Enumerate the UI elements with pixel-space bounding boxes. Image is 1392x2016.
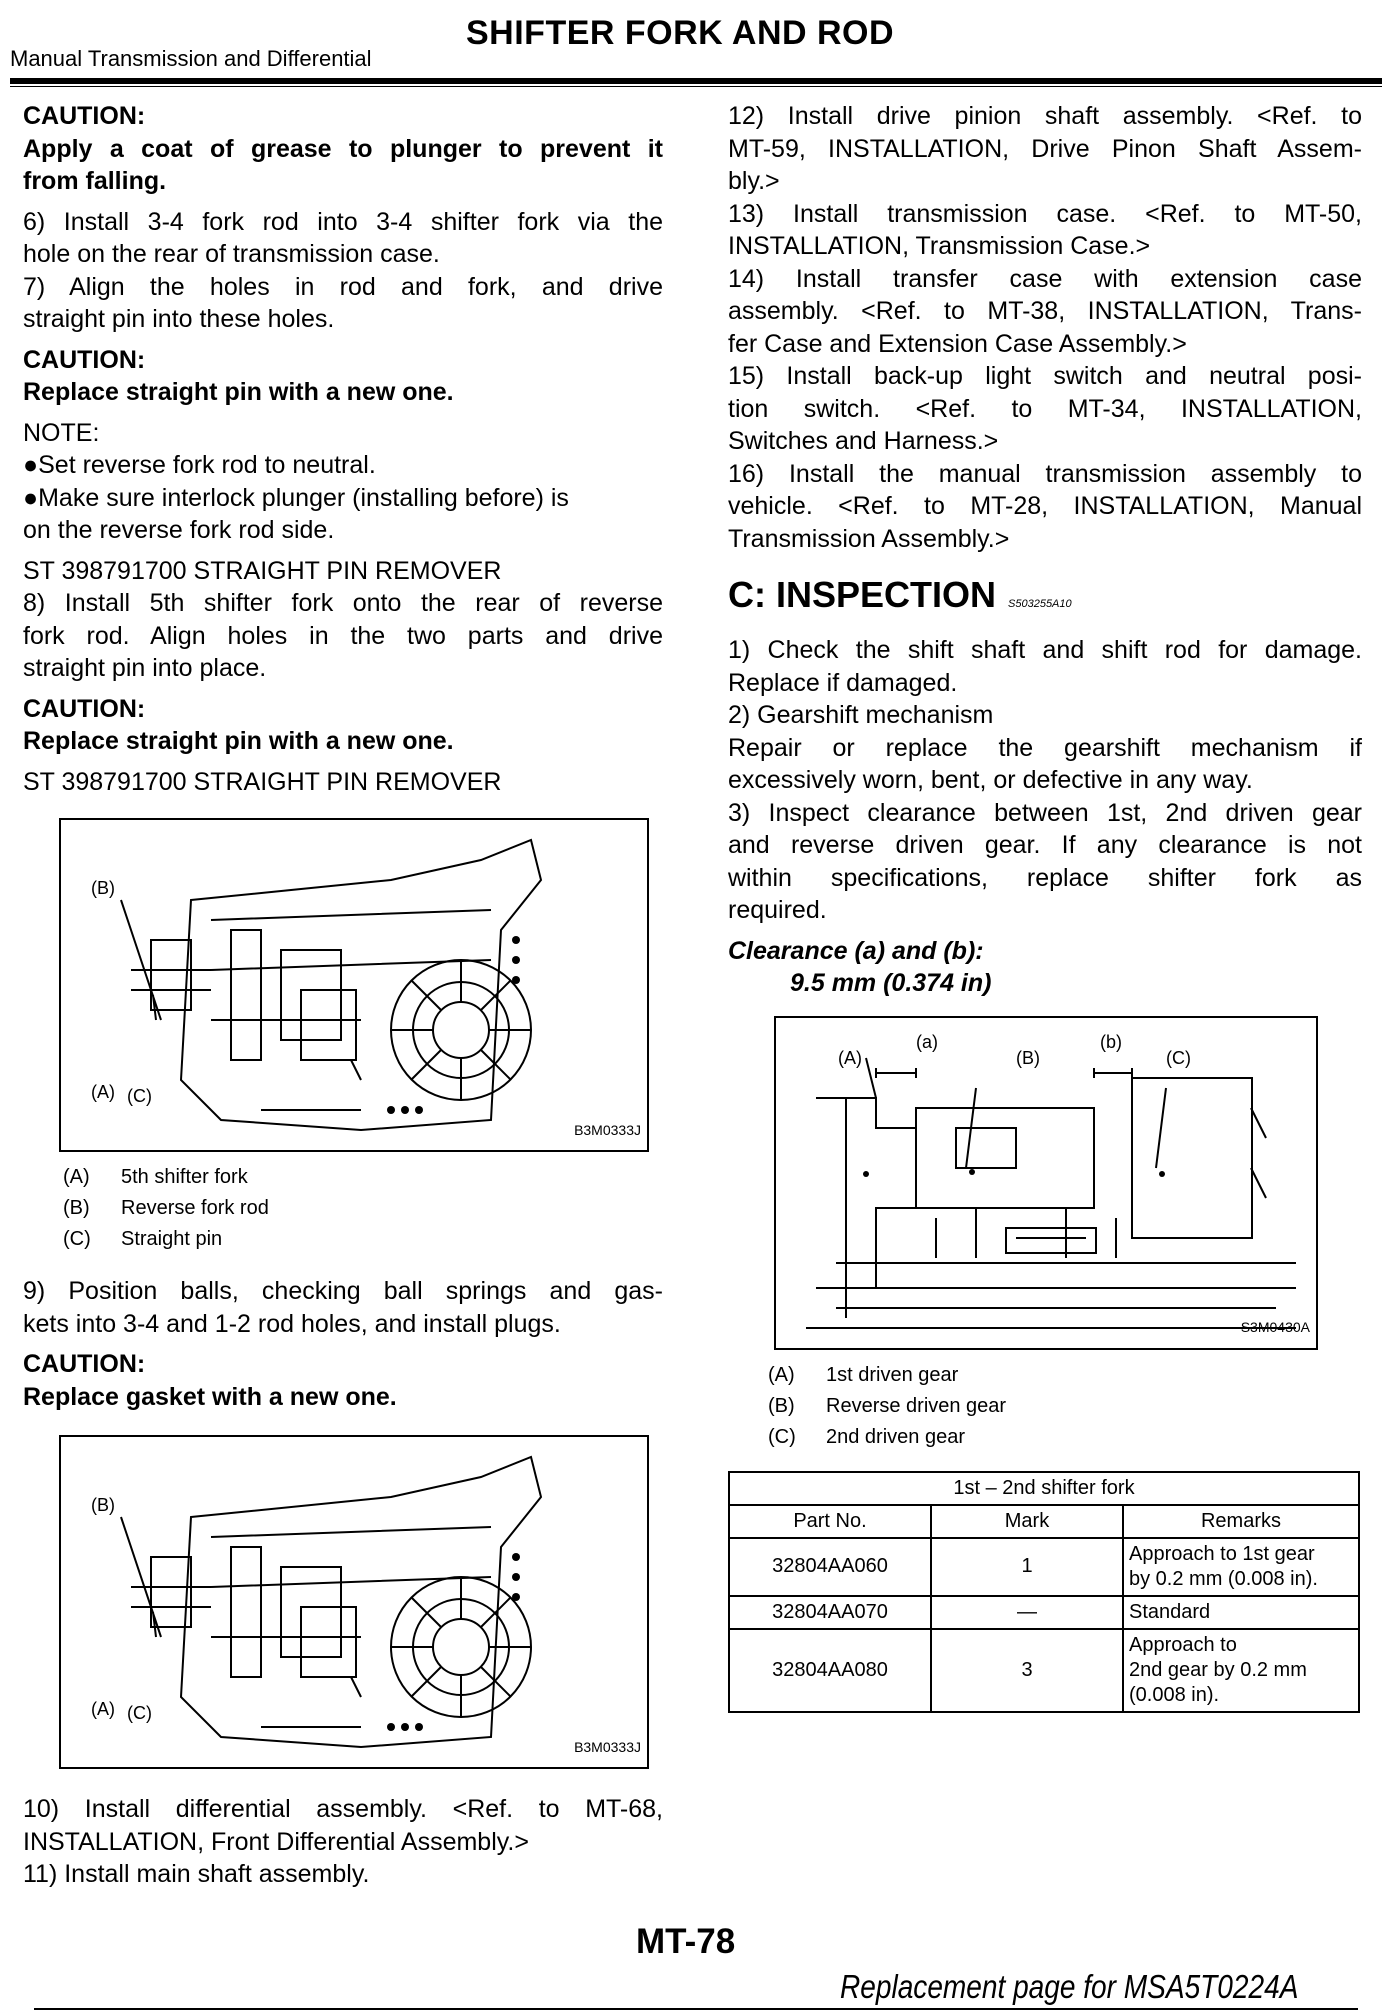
step-8-cont: fork rod. Align holes in the two parts and drive — [23, 621, 663, 650]
table-row — [729, 1629, 1359, 1712]
caution-label: CAUTION: — [23, 1350, 146, 1378]
step-13-cont: INSTALLATION, Transmission Case.> — [728, 232, 1151, 260]
caution-label: CAUTION: — [23, 345, 146, 374]
step-13: 13) Install transmission case. <Ref. to MT-50, — [728, 199, 1362, 228]
step-12-cont: bly.> — [728, 167, 780, 195]
inspection-3-cont: and reverse driven gear. If any clearance is not — [728, 831, 1362, 859]
page-number: MT-78 — [636, 1922, 736, 1961]
figure-label-b: (B) — [91, 1495, 115, 1515]
note-item: ●Set reverse fork rod to neutral. — [23, 451, 376, 479]
note-text: Make sure interlock plunger (installing before) is — [38, 483, 569, 512]
figure-label-a-lower: (a) — [916, 1031, 938, 1052]
step-9: 9) Position balls, checking ball springs and gas- — [23, 1277, 663, 1305]
step-14-cont: assembly. <Ref. to MT-38, INSTALLATION, Trans- — [728, 297, 1362, 325]
table-row — [729, 1538, 1359, 1596]
caution-label: CAUTION: — [23, 694, 146, 723]
table-header: Mark — [931, 1505, 1123, 1538]
table-cell: Approach to 1st gear by 0.2 mm (0.008 in). — [1123, 1538, 1359, 1596]
step-10-cont: INSTALLATION, Front Differential Assembly.> — [23, 1827, 529, 1856]
figure-label-a: (A) — [91, 1699, 115, 1719]
inspection-3-cont: within specifications, replace shifter fork as — [728, 863, 1362, 892]
figure-legend — [63, 1162, 663, 1255]
shifter-fork-table — [728, 1471, 1360, 1713]
figure-label-a: (A) — [91, 1082, 115, 1102]
inspection-1: 1) Check the shift shaft and shift rod for damage. — [728, 636, 1362, 664]
caution-text: from falling. — [23, 167, 167, 195]
figure-label-b-lower: (b) — [1100, 1031, 1122, 1052]
header-rule-thin — [10, 86, 1382, 87]
step-12-cont: MT-59, INSTALLATION, Drive Pinon Shaft Assem- — [728, 134, 1362, 163]
figure-code: B3M0333J — [574, 1121, 641, 1138]
inspection-3-cont: required. — [728, 896, 827, 924]
table-cell: Approach to 2nd gear by 0.2 mm (0.008 in). — [1123, 1629, 1359, 1712]
table-caption-row — [729, 1472, 1359, 1505]
table-header: Remarks — [1123, 1505, 1359, 1538]
figure-shifter-fork-1 — [59, 818, 649, 1152]
caution-label: CAUTION: — [23, 102, 146, 130]
figure-label-c: (C) — [127, 1086, 152, 1106]
table-cell: — — [931, 1596, 1123, 1629]
header-rule — [10, 78, 1382, 84]
inspection-3: 3) Inspect clearance between 1st, 2nd driven gear — [728, 798, 1362, 827]
step-12: 12) Install drive pinion shaft assembly. <Ref. to — [728, 102, 1362, 130]
spec-label: Clearance (a) and (b): — [728, 936, 984, 965]
table-cell: 32804AA070 — [729, 1596, 931, 1629]
table-cell: 3 — [931, 1629, 1123, 1712]
legend-item: (C) Straight pin — [63, 1228, 223, 1250]
table-cell: Standard — [1123, 1596, 1359, 1629]
step-14: 14) Install transfer case with extension case — [728, 264, 1362, 293]
note-text: Set reverse fork rod to neutral. — [38, 451, 376, 479]
note-item: ●Make sure interlock plunger (installing before) is — [23, 483, 569, 512]
table-cell: 32804AA060 — [729, 1538, 931, 1596]
legend-item: (B) Reverse driven gear — [768, 1394, 1007, 1417]
table-cell: 1 — [931, 1538, 1123, 1596]
footer-rule — [34, 2008, 1358, 2010]
note-item-cont: on the reverse fork rod side. — [23, 516, 335, 544]
step-14-cont: fer Case and Extension Case Assembly.> — [728, 329, 1187, 358]
figure-label-c-upper: (C) — [1166, 1047, 1191, 1068]
step-15: 15) Install back-up light switch and neutral posi- — [728, 362, 1362, 390]
figure-label-b-upper: (B) — [1016, 1047, 1040, 1068]
step-10: 10) Install differential assembly. <Ref. to MT-68, — [23, 1795, 663, 1823]
step-16-cont: Transmission Assembly.> — [728, 524, 1010, 553]
table-cell: 32804AA080 — [729, 1629, 931, 1712]
inspection-2: 2) Gearshift mechanism — [728, 701, 994, 729]
step-6: 6) Install 3-4 fork rod into 3-4 shifter fork via the — [23, 207, 663, 236]
legend-item: (A) 5th shifter fork — [63, 1166, 248, 1188]
inspection-2-cont: Repair or replace the gearshift mechanism if — [728, 733, 1362, 762]
section-subtitle: Manual Transmission and Differential — [10, 46, 372, 71]
step-9-cont: kets into 3-4 and 1-2 rod holes, and install plugs. — [23, 1309, 561, 1338]
caution-text: Replace gasket with a new one. — [23, 1382, 397, 1411]
section-heading: C: INSPECTION S503255A10 — [728, 574, 1072, 615]
replacement-note: Replacement page for MSA5T0224A — [840, 1968, 1299, 2005]
page-title: SHIFTER FORK AND ROD — [466, 14, 895, 52]
note-label: NOTE: — [23, 418, 100, 447]
figure-clearance — [774, 1016, 1318, 1350]
step-15-cont: tion switch. <Ref. to MT-34, INSTALLATION, — [728, 394, 1362, 423]
figure-legend — [768, 1360, 1362, 1453]
table-header-row — [729, 1505, 1359, 1538]
section-code: S503255A10 — [1008, 598, 1072, 610]
right-column — [728, 100, 1362, 1713]
figure-shifter-fork-2 — [59, 1435, 649, 1769]
inspection-1-cont: Replace if damaged. — [728, 668, 958, 697]
caution-text: Replace straight pin with a new one. — [23, 727, 454, 755]
step-11: 11) Install main shaft assembly. — [23, 1860, 370, 1888]
figure-label-c: (C) — [127, 1703, 152, 1723]
caution-text: Apply a coat of grease to plunger to prevent it — [23, 134, 663, 163]
legend-item: (A) 1st driven gear — [768, 1363, 959, 1386]
table-caption: 1st – 2nd shifter fork — [729, 1472, 1359, 1505]
left-column — [23, 100, 663, 1891]
legend-item: (C) 2nd driven gear — [768, 1425, 965, 1448]
figure-label-a-upper: (A) — [838, 1047, 862, 1068]
step-15-cont: Switches and Harness.> — [728, 427, 999, 455]
step-8: 8) Install 5th shifter fork onto the rear of reverse — [23, 589, 663, 617]
step-7-cont: straight pin into these holes. — [23, 305, 335, 333]
step-7: 7) Align the holes in rod and fork, and drive — [23, 272, 663, 301]
special-tool: ST 398791700 STRAIGHT PIN REMOVER — [23, 556, 502, 585]
inspection-2-cont: excessively worn, bent, or defective in any way. — [728, 766, 1253, 794]
step-16-cont: vehicle. <Ref. to MT-28, INSTALLATION, Manual — [728, 492, 1362, 520]
special-tool: ST 398791700 STRAIGHT PIN REMOVER — [23, 767, 502, 796]
figure-code: S3M0430A — [1240, 1319, 1310, 1335]
figure-label-b: (B) — [91, 878, 115, 898]
step-16: 16) Install the manual transmission assembly to — [728, 459, 1362, 488]
legend-item: (B) Reverse fork rod — [63, 1197, 269, 1219]
step-6-cont: hole on the rear of transmission case. — [23, 240, 440, 268]
figure-code: B3M0333J — [574, 1738, 641, 1755]
table-header: Part No. — [729, 1505, 931, 1538]
caution-text: Replace straight pin with a new one. — [23, 378, 454, 406]
spec-value: 9.5 mm (0.374 in) — [790, 969, 992, 997]
step-8-cont: straight pin into place. — [23, 654, 267, 682]
table-row — [729, 1596, 1359, 1629]
